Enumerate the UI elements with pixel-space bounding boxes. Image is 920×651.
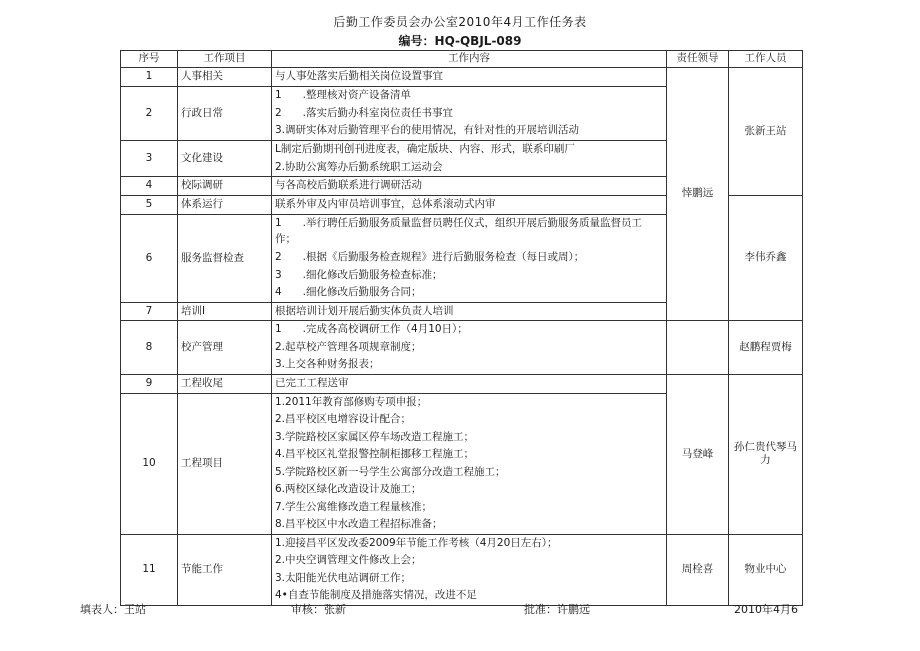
table-row — [121, 375, 803, 394]
header-project: 工作项目 — [178, 51, 272, 68]
row-no: 10 — [121, 393, 178, 534]
row-no: 11 — [121, 534, 178, 605]
leader-cell: 马登峰 — [667, 375, 729, 535]
row-content: 1 .完成各高校调研工作（4月10日）； 2.起草校产管理各项规章制度； 3.上交各种财务报表； — [272, 321, 667, 375]
leader-cell: 悻鹏远 — [667, 68, 729, 321]
row-project: 校产管理 — [178, 321, 272, 375]
staff-cell: 孙仁贵代琴马力 — [729, 375, 803, 535]
row-project: 服务监督检查 — [178, 215, 272, 303]
row-project: 校际调研 — [178, 177, 272, 196]
row-no: 2 — [121, 87, 178, 141]
row-no: 6 — [121, 215, 178, 303]
task-table — [120, 50, 803, 606]
row-no: 4 — [121, 177, 178, 196]
header-staff: 工作人员 — [729, 51, 803, 68]
header-leader: 责任领导 — [667, 51, 729, 68]
row-project: 培训I — [178, 302, 272, 321]
staff-cell: 物业中心 — [729, 534, 803, 605]
reviewer: 审核：张新 — [291, 603, 346, 616]
table-row — [121, 534, 803, 605]
row-project: 行政日常 — [178, 87, 272, 141]
row-project: 工程收尾 — [178, 375, 272, 394]
leader-cell: 周栓喜 — [667, 534, 729, 605]
row-content: 已完工工程送审 — [272, 375, 667, 394]
leader-cell-empty — [667, 321, 729, 375]
row-content: 1 .整理核对资产设备清单 2 .落实后勤办科室岗位责任书事宜 3.调研实体对后勤管理平台的使用情况，有针对性的开展培训活动 — [272, 87, 667, 141]
row-content: 1 .举行聘任后勤服务质量监督员聘任仪式，组织开展后勤服务质量监督员工作； 2 .根据《后勤服务检查规程》进行后勤服务检查（每日或周）； 3 .细化修改后勤服务检查标准； 4 .细化修改后勤服务合同； — [272, 215, 667, 303]
date: 2010年4月6 — [734, 603, 798, 616]
row-project: 文化建设 — [178, 141, 272, 177]
row-no: 5 — [121, 196, 178, 215]
row-no: 7 — [121, 302, 178, 321]
row-content: L制定后勤期刊创刊进度表，确定版块、内容、形式，联系印刷厂 2.协助公寓筹办后勤系统职工运动会 — [272, 141, 667, 177]
row-content: 联系外审及内审员培训事宜，总体系滚动式内审 — [272, 196, 667, 215]
staff-cell: 李伟乔鑫 — [729, 196, 803, 321]
row-no: 9 — [121, 375, 178, 394]
page-title: 后勤工作委员会办公室2010年4月工作任务表 — [333, 15, 587, 29]
header-row — [121, 51, 803, 68]
staff-cell: 张新王站 — [729, 68, 803, 196]
row-no: 3 — [121, 141, 178, 177]
row-content: 1.迎接昌平区发改委2009年节能工作考核（4月20日左右）； 2.中央空调管理文件修改上会； 3.太阳能光伏电站调研工作； 4•自查节能制度及措施落实情况，改进不足 — [272, 534, 667, 605]
row-project: 工程项目 — [178, 393, 272, 534]
row-content: 根据培训计划开展后勤实体负责人培训 — [272, 302, 667, 321]
footer — [0, 601, 920, 617]
row-project: 体系运行 — [178, 196, 272, 215]
document-number: 编号：HQ-QBJL-089 — [398, 34, 522, 48]
row-content: 与各高校后勤联系进行调研活动 — [272, 177, 667, 196]
row-content: 1.2011年教育部修购专项申报； 2.昌平校区电增容设计配合； 3.学院路校区家属区停车场改造工程施工； 4.昌平校区礼堂报警控制柜挪移工程施工； 5.学院路校区新一号学生公寓部分改造工程施工； 6.两校区绿化改造设计及施工； 7.学生公寓维修改造工程量核准； 8.昌平校区中水改造工程招标准备； — [272, 393, 667, 534]
table-row — [121, 321, 803, 375]
header-content: 工作内容 — [272, 51, 667, 68]
header-no: 序号 — [121, 51, 178, 68]
filler: 填表人：王站 — [80, 603, 146, 616]
row-no: 1 — [121, 68, 178, 87]
row-no: 8 — [121, 321, 178, 375]
staff-cell: 赵鹏程贾梅 — [729, 321, 803, 375]
row-project: 节能工作 — [178, 534, 272, 605]
approver: 批准：许鹏远 — [524, 603, 590, 616]
row-content: 与人事处落实后勤相关岗位设置事宜 — [272, 68, 667, 87]
table-row — [121, 68, 803, 87]
row-project: 人事相关 — [178, 68, 272, 87]
